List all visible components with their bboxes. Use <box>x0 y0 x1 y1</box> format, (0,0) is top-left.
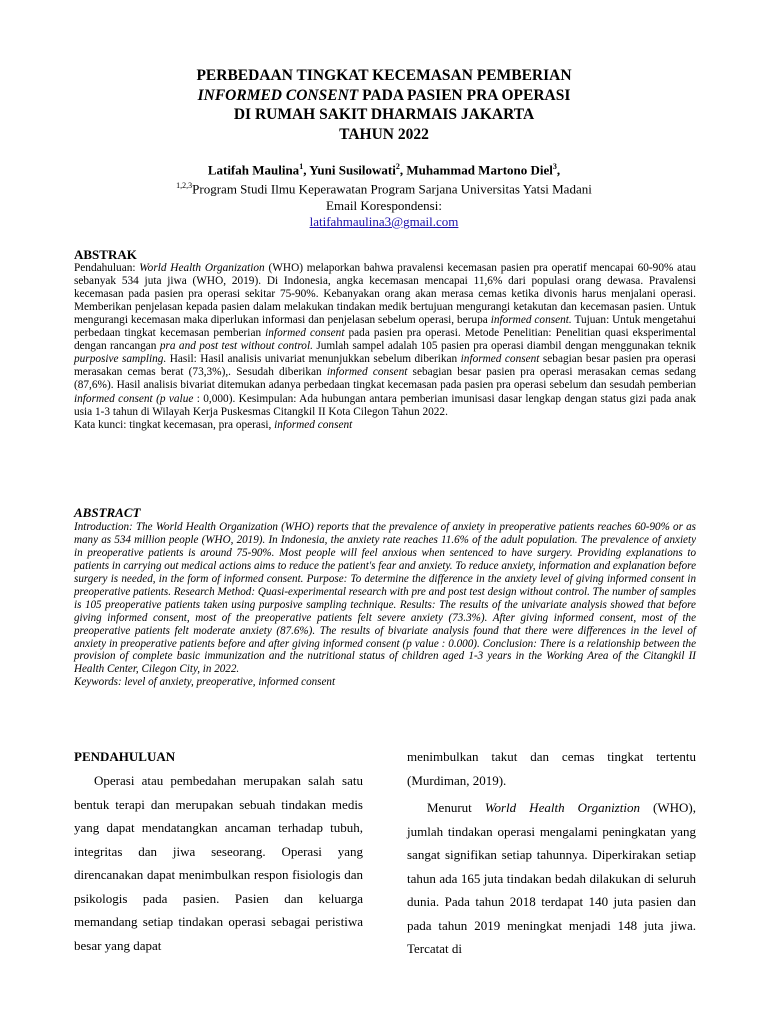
affiliation <box>0 178 768 197</box>
paper-title <box>0 66 768 144</box>
title-line-2 <box>0 86 768 106</box>
section-heading: PENDAHULUAN <box>74 749 176 764</box>
email-label: Email Korespondensi: <box>326 197 442 213</box>
para2-rest: (WHO), jumlah tindakan operasi mengalami peningkatan yang sangat signifikan setiap tahunnya. Diperkirakan setiap tahun ada 165 juta tindakan bedah dilakukan di seluruh dunia. Pada tahun 2018 terdapat 140 juta pasien dan pada tahun 2019 meningkat menjadi 148 juta jiwa. Tercatat di <box>407 800 696 956</box>
abstrak-heading: ABSTRAK <box>74 247 137 262</box>
keywords-plain: tingkat kecemasan, pra operasi, <box>126 418 275 431</box>
intro-paragraph-1: Operasi atau pembedahan merupakan salah satu bentuk terapi dan merupakan sebuah tindakan medis yang dapat mendatangkan ancaman terhadap tubuh, integritas dan jiwa seseorang. Operasi yang direncanakan dapat menimbulkan respon fisiologis dan psikologis pada pasien. Pasien dan keluarga memandang setiap tindakan operasi sebagai peristiwa besar yang dapat <box>74 773 363 953</box>
abstract-keywords: Keywords: level of anxiety, preoperative, informed consent <box>74 676 336 689</box>
intro-continuation: menimbulkan takut dan cemas tingkat tertentu (Murdiman, 2019). <box>407 749 696 788</box>
title-italic-term: INFORMED CONSENT <box>197 86 359 104</box>
author-names: Latifah Maulina$^1$, Yuni Susilowati$^2$, Muhammad Martono Diel$^3$, <box>207 162 561 178</box>
author-3: Muhammad Martono Diel <box>406 162 553 178</box>
keywords-label: Kata kunci: <box>74 418 127 431</box>
title-line-2-rest: PADA PASIEN PRA OPERASI <box>358 86 571 104</box>
abstrak-section <box>74 248 696 432</box>
abstract-body: Introduction: The World Health Organization (WHO) reports that the prevalence of anxiety in preoperative patients reaches 60-90% or as many as 534 million people (WHO, 2019). In Indonesia, the anxiety rate reaches 11.6% of the adult population. The prevalence of anxiety in preoperative patients is around 75-90%. Most people will feel anxious when sentenced to have surgery. Providing explanations to patients in carrying out medical actions aims to reduce the patient's fear and anxiety. To reduce anxiety, information and explanation before surgery is needed, in the form of informed consent. Purpose: To determine the difference in the anxiety level of giving informed consent in preoperative patients. Research Method: Quasi-experimental research with pre and post test design without control. The number of samples is 105 preoperative patients taken using purposive sampling technique. Results: The results of the univariate analysis showed that before giving informed consent, most of the preoperative patients felt severe anxiety (73.3%). After giving informed consent, most of the preoperative patients felt moderate anxiety (87.6%). The results of bivariate analysis found that there were differences in the level of anxiety in preoperative patients before and after giving informed consent (p value : 0.000). Conclusion: There is a relationship between the provision of complete basic immunization and the nutritional status of children aged 1-3 years in the Working Area of the Citangkil II Health Center, Cilegon City, in 2022. <box>74 520 696 676</box>
left-column <box>74 745 363 957</box>
affiliation-text: Program Studi Ilmu Keperawatan Program Sarjana Universitas Yatsi Madani <box>192 181 592 197</box>
abstrak-keywords <box>74 419 696 432</box>
author-2-sup: 2 <box>395 162 400 171</box>
keywords-italic: informed consent <box>274 418 353 431</box>
para2-italic: World Health Organiztion <box>484 800 640 815</box>
abstract-section <box>74 507 696 689</box>
para2-pre: Menurut <box>427 800 485 815</box>
abstrak-body: Pendahuluan: World Health Organization (WHO) melaporkan bahwa pravalensi kecemasan pasien pra operatif mencapai 60-90% atau sebanyak 534 juta jiwa (WHO, 2019). Di Indonesia, angka kecemasan mencapai 11,6% dari populasi orang dewasa. Pravalensi kecemasan pada pasien pra operasi sekitar 75-90%. Kebanyakan orang akan merasa cemas ketika divonis harus menjalani operasi. Memberikan penjelasan kepada pasien dalam melakukan tindakan medik bertujuan mengurangi ketakutan dan kecemasan pasien. Untuk mengurangi kecemasan maka diperlukan informasi dan penjelasan sebelum operasi, berupa informed consent. Tujuan: Untuk mengetahui perbedaan tingkat kecemasan pemberian informed consent pada pasien pra operasi. Metode Penelitian: Penelitian quasi eksperimental dengan rancangan pra and post test without control. Jumlah sampel adalah 105 pasien pra operasi diambil dengan menggunakan teknik purposive sampling. Hasil: Hasil analisis univariat menunjukkan sebelum diberikan informed consent sebagian besar pasien pra operasi merasakan cemas berat (73,3%),. Sesudah diberikan informed consent sebagian besar pasien pra operasi merasakan cemas sedang (87,6%). Hasil analisis bivariat ditemukan adanya perbedaan tingkat kecemasan pada pasien pra operasi sebelum dan sesudah pemberian informed consent (p value : 0,000). Kesimpulan: Ada hubungan antara pemberian imunisasi dasar lengkap dengan status gizi pada anak usia 1-3 tahun di Wilayah Kerja Puskesmas Citangkil II Kota Cilegon Tahun 2022. <box>74 262 697 418</box>
title-line-4: TAHUN 2022 <box>339 125 429 143</box>
email-link[interactable]: latifahmaulina3@gmail.com <box>309 213 459 229</box>
title-line-3: DI RUMAH SAKIT DHARMAIS JAKARTA <box>233 106 535 123</box>
author-1: Latifah Maulina <box>207 162 300 178</box>
affiliation-sup: 1,2,3 <box>176 181 193 191</box>
abstract-heading: ABSTRACT <box>74 505 141 520</box>
intro-paragraph-2 <box>407 796 696 961</box>
author-2: Yuni Susilowati <box>309 162 396 178</box>
author-block <box>0 159 768 230</box>
right-column <box>407 745 696 961</box>
title-line-1: PERBEDAAN TINGKAT KECEMASAN PEMBERIAN <box>196 67 572 84</box>
author-3-sup: 3 <box>552 162 557 171</box>
author-1-sup: 1 <box>299 162 304 171</box>
